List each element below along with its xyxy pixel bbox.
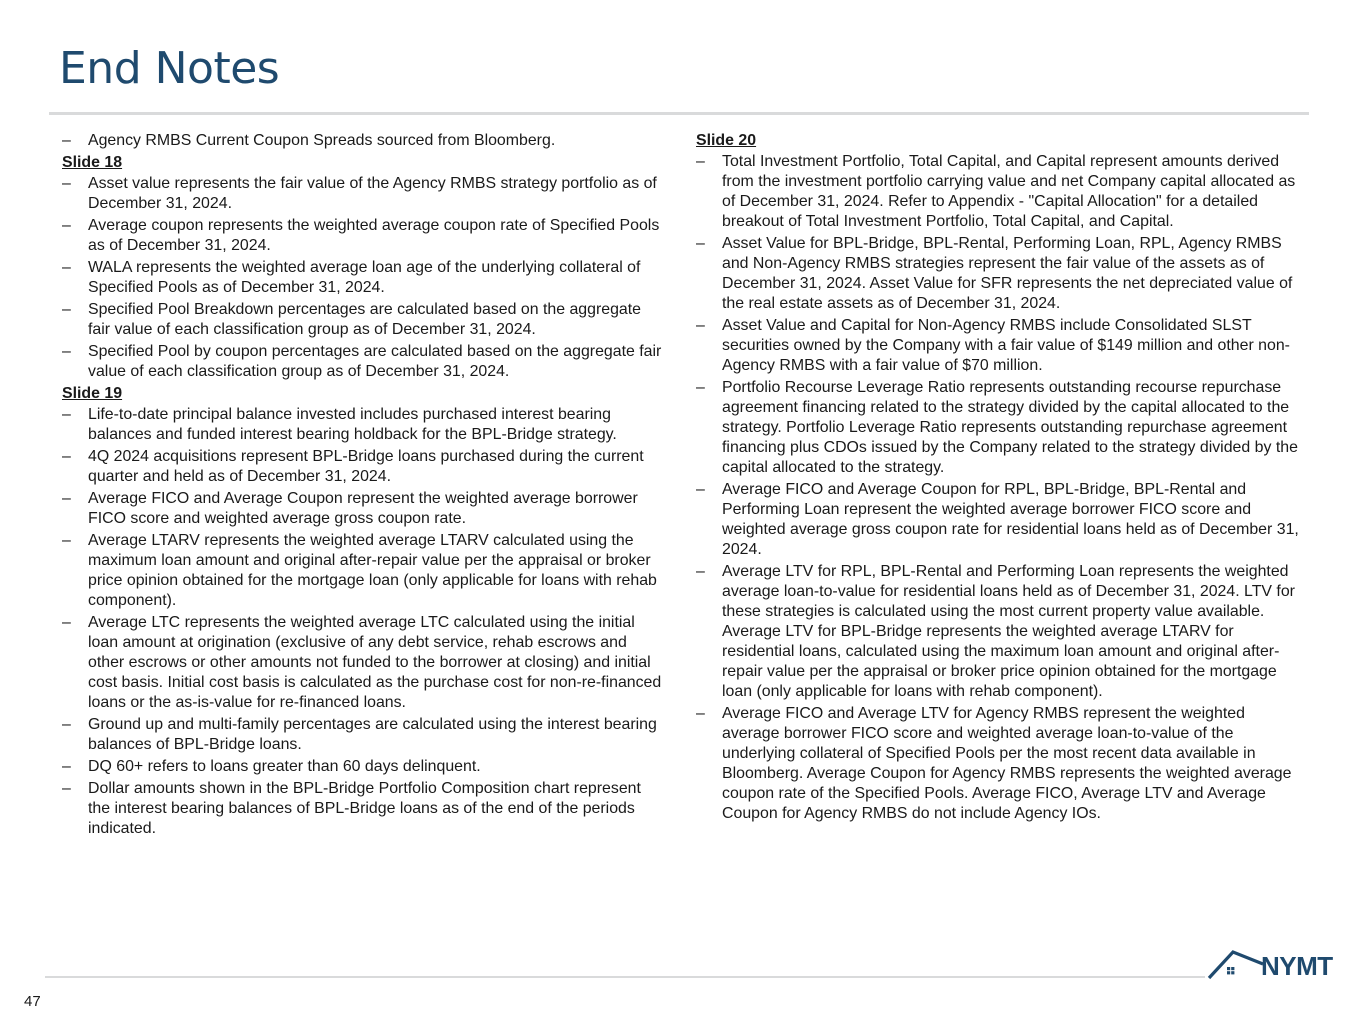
left-column: [62, 131, 666, 841]
note-item: – DQ 60+ refers to loans greater than 60 days delinquent.: [62, 757, 666, 777]
section-heading-slide-18: Slide 18: [62, 154, 123, 171]
note-item: – Average FICO and Average LTV for Agency RMBS represent the weighted average borrower FICO score and weighted average loan-to-value of the underlying collateral of Specified Pools per the most recent data available in Bloomberg. Average Coupon for Agency RMBS represents the weighted average coupon rate of the Specified Pools. Average FICO, Average LTV and Average Coupon for Agency RMBS do not include Agency IOs.: [696, 704, 1306, 824]
page-number: 47: [24, 993, 41, 1010]
nymt-logo: [1205, 948, 1345, 982]
note-item: – Asset Value for BPL-Bridge, BPL-Rental, Performing Loan, RPL, Agency RMBS and Non-Agency RMBS strategies represent the fair value of the assets as of December 31, 2024. Asset Value for SFR represents the net depreciated value of the real estate assets as of December 31, 2024.: [696, 234, 1306, 314]
note-item: – Specified Pool Breakdown percentages are calculated based on the aggregate fair value of each classification group as of December 31, 2024.: [62, 300, 666, 340]
section-heading-slide-19: Slide 19: [62, 385, 123, 402]
note-item: – Life-to-date principal balance invested includes purchased interest bearing balances and funded interest bearing holdback for the BPL-Bridge strategy.: [62, 405, 666, 445]
note-item: – WALA represents the weighted average loan age of the underlying collateral of Specified Pools as of December 31, 2024.: [62, 258, 666, 298]
slide-20-notes-list: [696, 152, 1306, 824]
note-item: – Average LTARV represents the weighted average LTARV calculated using the maximum loan amount and original after-repair value per the appraisal or broker price opinion obtained for the mortgage loan (only applicable for loans with rehab component).: [62, 531, 666, 611]
note-item: – 4Q 2024 acquisitions represent BPL-Bridge loans purchased during the current quarter and held as of December 31, 2024.: [62, 447, 666, 487]
title-divider: [49, 112, 1309, 115]
note-item: – Ground up and multi-family percentages are calculated using the interest bearing balances of BPL-Bridge loans.: [62, 715, 666, 755]
note-item: – Total Investment Portfolio, Total Capital, and Capital represent amounts derived from the investment portfolio carrying value and net Company capital allocated as of December 31, 2024. Refer to Appendix - "Capital Allocation" for a detailed breakout of Total Investment Portfolio, Total Capital, and Capital.: [696, 152, 1306, 232]
note-item: – Specified Pool by coupon percentages are calculated based on the aggregate fair value of each classification group as of December 31, 2024.: [62, 342, 666, 382]
note-item: – Average LTV for RPL, BPL-Rental and Performing Loan represents the weighted average loan-to-value for residential loans held as of December 31, 2024. LTV for these strategies is calculated using the most current property value available. Average LTV for BPL-Bridge represents the weighted average LTARV for residential loans, calculated using the maximum loan amount and original after-repair value per the appraisal or broker price opinion obtained for the mortgage loan (only applicable for loans with rehab component).: [696, 562, 1306, 702]
note-item: – Asset Value and Capital for Non-Agency RMBS include Consolidated SLST securities owned by the Company with a fair value of $149 million and other non-Agency RMBS with a fair value of $70 million.: [696, 316, 1306, 376]
section-heading-slide-20: Slide 20: [696, 132, 757, 149]
right-column: [696, 131, 1306, 826]
slide-19-notes-list: [62, 405, 666, 839]
note-item: – Average coupon represents the weighted average coupon rate of Specified Pools as of December 31, 2024.: [62, 216, 666, 256]
slide-18-notes-list: [62, 174, 666, 382]
house-roof-icon: [1205, 948, 1265, 982]
footer-divider: [45, 976, 1205, 978]
logo-text: NYMT: [1261, 951, 1333, 981]
note-item: – Average FICO and Average Coupon for RPL, BPL-Bridge, BPL-Rental and Performing Loan represent the weighted average borrower FICO score and weighted average gross coupon rate for residential loans held as of December 31, 2024.: [696, 480, 1306, 560]
note-item: – Portfolio Recourse Leverage Ratio represents outstanding recourse repurchase agreement financing related to the strategy divided by the capital allocated to the strategy. Portfolio Leverage Ratio represents outstanding repurchase agreement financing plus CDOs issued by the Company related to the strategy divided by the capital allocated to the strategy.: [696, 378, 1306, 478]
page-title: End Notes: [59, 43, 280, 94]
note-item: – Average LTC represents the weighted average LTC calculated using the initial loan amount at origination (exclusive of any debt service, rehab escrows and other escrows or other amounts not funded to the borrower at closing) and initial cost basis. Initial cost basis is calculated as the purchase cost for non-re-financed loans or the as-is-value for re-financed loans.: [62, 613, 666, 713]
note-item: – Dollar amounts shown in the BPL-Bridge Portfolio Composition chart represent the interest bearing balances of BPL-Bridge loans as of the end of the periods indicated.: [62, 779, 666, 839]
note-item: – Average FICO and Average Coupon represent the weighted average borrower FICO score and weighted average gross coupon rate.: [62, 489, 666, 529]
note-item: – Asset value represents the fair value of the Agency RMBS strategy portfolio as of December 31, 2024.: [62, 174, 666, 214]
intro-notes-list: [62, 131, 666, 151]
note-item: – Agency RMBS Current Coupon Spreads sourced from Bloomberg.: [62, 131, 666, 151]
